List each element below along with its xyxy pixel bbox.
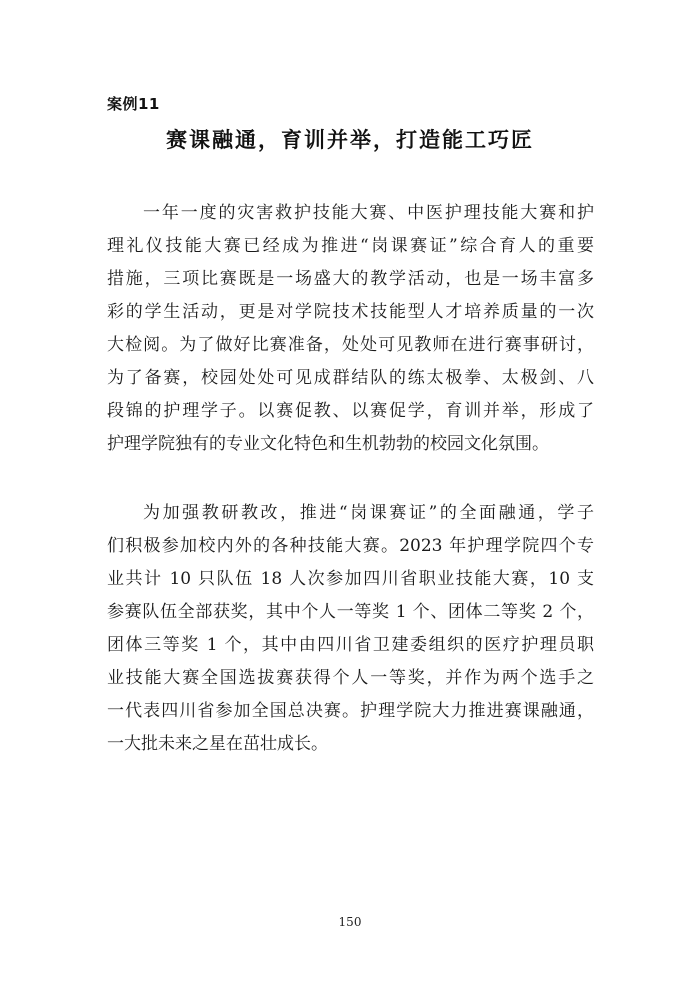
- paragraph-line: 一年一度的灾害救护技能大赛、中医护理技能大赛和护: [143, 203, 594, 223]
- paragraph-line: 业共计 10 只队伍 18 人次参加四川省职业技能大赛，10 支: [107, 569, 594, 589]
- paragraph-line: 措施，三项比赛既是一场盛大的教学活动，也是一场丰富多: [107, 269, 594, 289]
- page-number: 150: [338, 915, 362, 929]
- paragraph-line: 业技能大赛全国选拔赛获得个人一等奖，并作为两个选手之: [107, 668, 594, 688]
- paragraph-line: 大检阅。为了做好比赛准备，处处可见教师在进行赛事研讨，: [107, 335, 594, 355]
- paragraph-line: 参赛队伍全部获奖，其中个人一等奖 1 个、团体二等奖 2 个，: [107, 602, 594, 622]
- paragraph-line: 团体三等奖 1 个，其中由四川省卫建委组织的医疗护理员职: [107, 635, 594, 655]
- paragraph-line: 一代表四川省参加全国总决赛。护理学院大力推进赛课融通，: [107, 701, 594, 721]
- paragraph-line: 护理学院独有的专业文化特色和生机勃勃的校园文化氛围。: [107, 434, 549, 454]
- paragraph-line: 理礼仪技能大赛已经成为推进“岗课赛证”综合育人的重要: [107, 236, 594, 256]
- paragraph-line: 为了备赛，校园处处可见成群结队的练太极拳、太极剑、八: [107, 368, 594, 388]
- paragraph-line: 们积极参加校内外的各种技能大赛。2023 年护理学院四个专: [107, 536, 594, 556]
- paragraph-line: 段锦的护理学子。以赛促教、以赛促学，育训并举，形成了: [107, 401, 594, 421]
- paragraph-line: 一大批未来之星在茁壮成长。: [107, 734, 328, 754]
- paragraph-2: [107, 497, 594, 761]
- paragraph-line: 为加强教研教改，推进“岗课赛证”的全面融通，学子: [143, 503, 594, 523]
- page-title: 赛课融通，育训并举，打造能工巧匠: [166, 127, 534, 152]
- paragraph-line: 彩的学生活动，更是对学院技术技能型人才培养质量的一次: [107, 302, 594, 322]
- case-label: 案例11: [107, 95, 160, 113]
- paragraph-1: [107, 197, 594, 461]
